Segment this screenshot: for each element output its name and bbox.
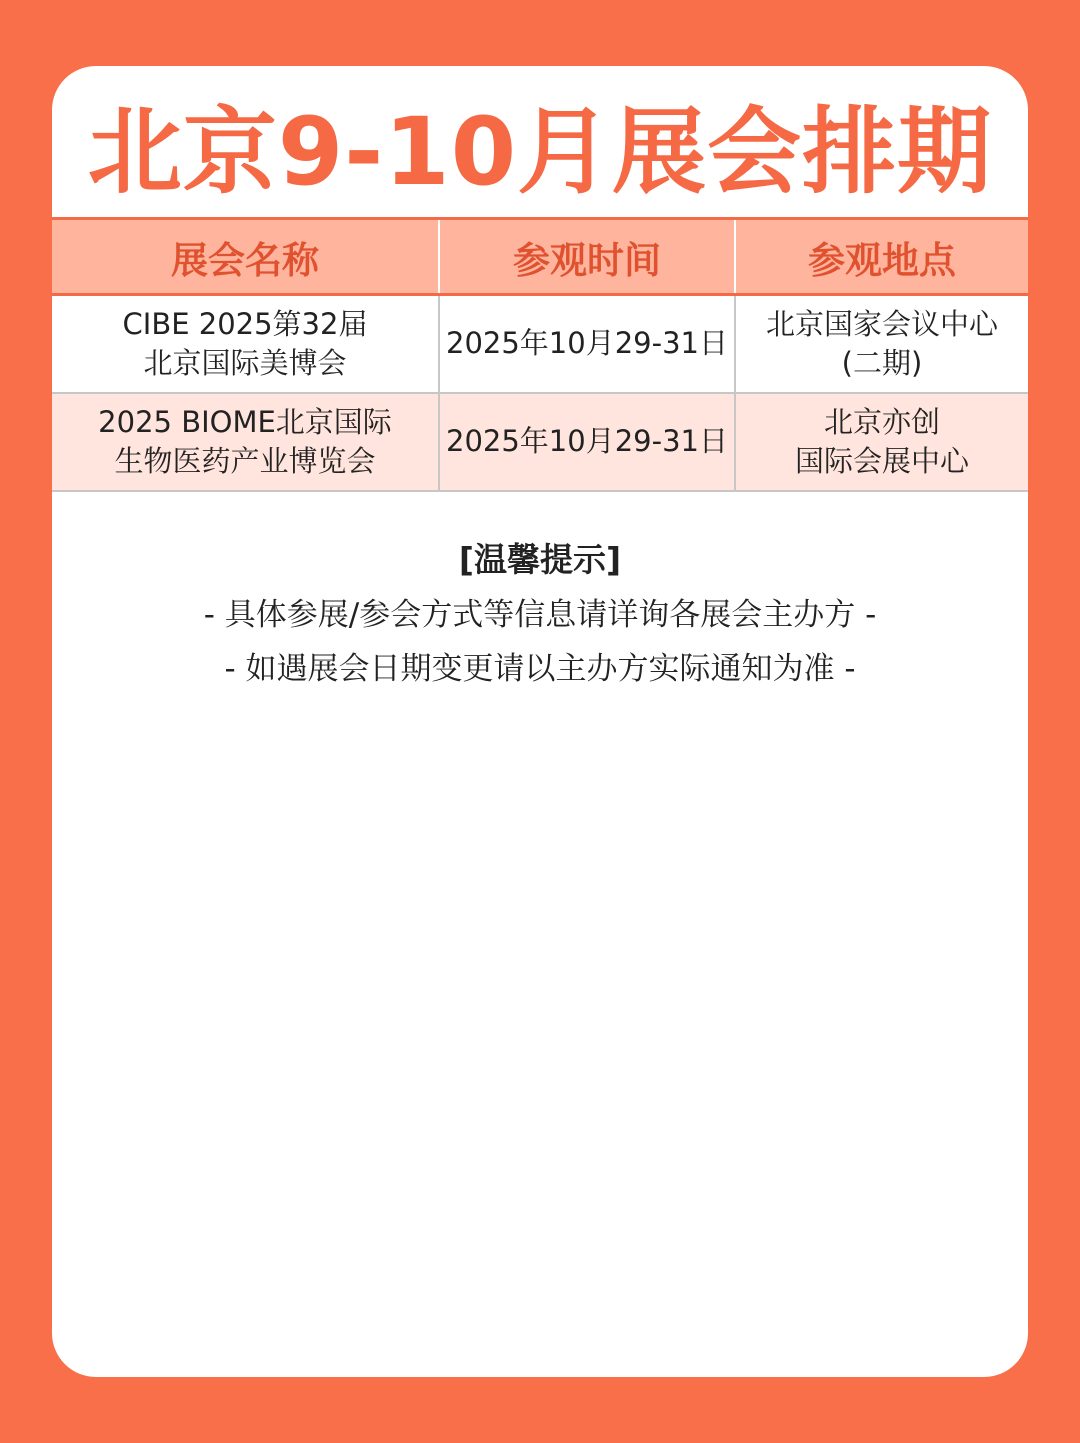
visit-time-cell: 2025年10月29-31日 — [439, 295, 735, 393]
table-row — [52, 393, 1028, 491]
visit-location-line: (二期) — [841, 345, 923, 380]
exhibition-schedule-table — [52, 217, 1028, 492]
exhibition-name-line: CIBE 2025第32届 — [122, 306, 368, 341]
schedule-card — [52, 66, 1028, 1377]
tips-title: [温馨提示] — [458, 540, 622, 579]
visit-location-cell — [735, 393, 1028, 491]
visit-location-cell — [735, 295, 1028, 393]
exhibition-name-line: 生物医药产业博览会 — [114, 443, 376, 478]
visit-location-line: 北京亦创 — [823, 404, 940, 439]
exhibition-name-line: 北京国际美博会 — [143, 345, 347, 380]
tips-section — [52, 536, 1028, 696]
header-visit-time: 参观时间 — [439, 219, 735, 295]
visit-location-line: 国际会展中心 — [794, 443, 969, 478]
exhibition-name-cell — [52, 295, 439, 393]
header-visit-location: 参观地点 — [735, 219, 1028, 295]
tips-line: - 具体参展/参会方式等信息请详询各展会主办方 - — [203, 597, 877, 633]
table-header-row — [52, 219, 1028, 295]
header-exhibition-name: 展会名称 — [52, 219, 439, 295]
tips-line: - 如遇展会日期变更请以主办方实际通知为准 - — [224, 651, 856, 687]
table-row — [52, 295, 1028, 393]
visit-location-line: 北京国家会议中心 — [765, 306, 998, 341]
visit-time-cell: 2025年10月29-31日 — [439, 393, 735, 491]
exhibition-name-cell — [52, 393, 439, 491]
page-title: 北京9-10月展会排期 — [87, 98, 993, 207]
exhibition-name-line: 2025 BIOME北京国际 — [98, 404, 392, 439]
